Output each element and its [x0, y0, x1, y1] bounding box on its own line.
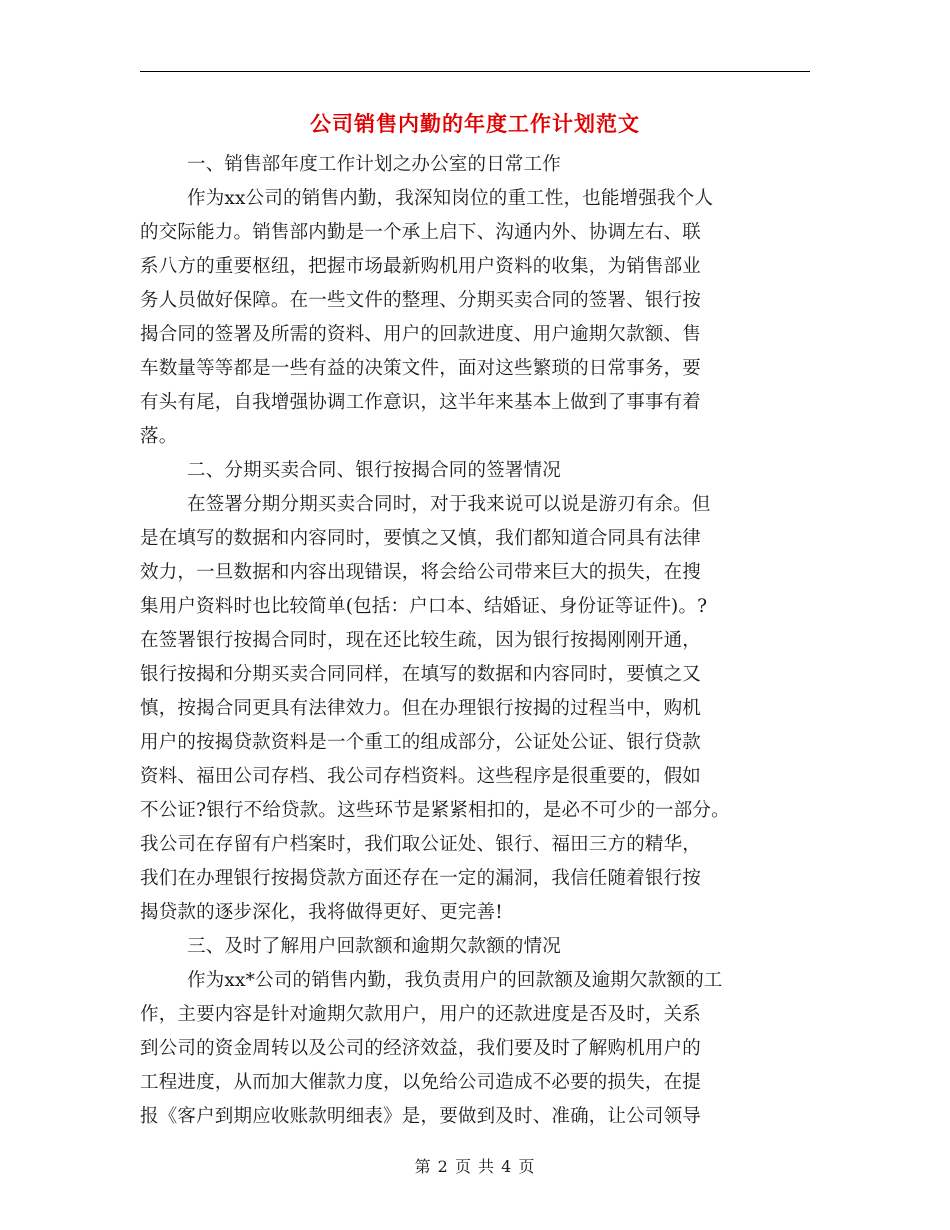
paragraph-line: 慎，按揭合同更具有法律效力。但在办理银行按揭的过程当中，购机: [140, 698, 702, 719]
paragraph-line: 在签署分期分期买卖合同时，对于我来说可以说是游刃有余。但: [187, 494, 711, 515]
paragraph-line: 到公司的资金周转以及公司的经济效益，我们要及时了解购机用户的: [140, 1038, 702, 1059]
paragraph-line: 务人员做好保障。在一些文件的整理、分期买卖合同的签署、银行按: [140, 290, 702, 311]
paragraph-line: 是在填写的数据和内容同时，要慎之又慎，我们都知道合同具有法律: [140, 528, 702, 549]
paragraph-line: 有头有尾，自我增强协调工作意识，这半年来基本上做到了事事有着: [140, 392, 702, 413]
paragraph-line: 作，主要内容是针对逾期欠款用户，用户的还款进度是否及时，关系: [140, 1004, 702, 1025]
paragraph-line: 的交际能力。销售部内勤是一个承上启下、沟通内外、协调左右、联: [140, 222, 702, 243]
paragraph-line: 不公证?银行不给贷款。这些环节是紧紧相扣的，是必不可少的一部分。: [140, 800, 730, 821]
paragraph-line: 作为xx公司的销售内勤，我深知岗位的重工性，也能增强我个人: [187, 188, 714, 209]
paragraph-line: 揭合同的签署及所需的资料、用户的回款进度、用户逾期欠款额、售: [140, 324, 702, 345]
document-title: 公司销售内勤的年度工作计划范文: [310, 111, 640, 136]
page-number: 第 2 页 共 4 页: [414, 1157, 536, 1176]
paragraph-line: 在签署银行按揭合同时，现在还比较生疏，因为银行按揭刚刚开通，: [140, 630, 702, 651]
paragraph-line: 资料、福田公司存档、我公司存档资料。这些程序是很重要的，假如: [140, 766, 702, 787]
paragraph-line: 用户的按揭贷款资料是一个重工的组成部分，公证处公证、银行贷款: [140, 732, 702, 753]
paragraph-line: 集用户资料时也比较简单(包括：户口本、结婚证、身份证等证件)。?: [140, 596, 708, 617]
paragraph-line: 一、销售部年度工作计划之办公室的日常工作: [187, 154, 562, 175]
paragraph-line: 作为xx*公司的销售内勤，我负责用户的回款额及逾期欠款额的工: [187, 970, 723, 991]
paragraph-line: 二、分期买卖合同、银行按揭合同的签署情况: [187, 460, 562, 481]
paragraph-line: 我公司在存留有户档案时，我们取公证处、银行、福田三方的精华，: [140, 834, 702, 855]
paragraph-line: 报《客户到期应收账款明细表》是，要做到及时、准确，让公司领导: [140, 1106, 702, 1127]
paragraph-line: 揭贷款的逐步深化，我将做得更好、更完善!: [140, 902, 503, 923]
document-body: [140, 148, 815, 1134]
paragraph-line: 落。: [140, 426, 178, 447]
paragraph-line: 车数量等等都是一些有益的决策文件，面对这些繁琐的日常事务，要: [140, 358, 702, 379]
header-rule: [140, 71, 810, 72]
paragraph-line: 我们在办理银行按揭贷款方面还存在一定的漏洞，我信任随着银行按: [140, 868, 702, 889]
paragraph-line: 系八方的重要枢纽，把握市场最新购机用户资料的收集，为销售部业: [140, 256, 702, 277]
paragraph-line: 效力，一旦数据和内容出现错误，将会给公司带来巨大的损失，在搜: [140, 562, 702, 583]
paragraph-line: 银行按揭和分期买卖合同同样，在填写的数据和内容同时，要慎之又: [140, 664, 702, 685]
paragraph-line: 三、及时了解用户回款额和逾期欠款额的情况: [187, 936, 562, 957]
paragraph-line: 工程进度，从而加大催款力度，以免给公司造成不必要的损失，在提: [140, 1072, 702, 1093]
